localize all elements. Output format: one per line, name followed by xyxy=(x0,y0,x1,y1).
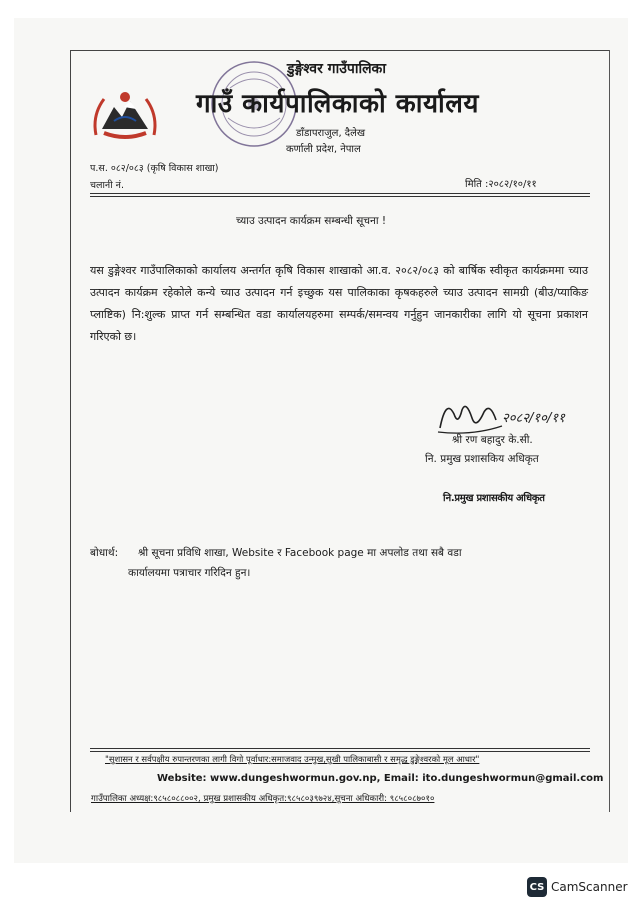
dispatch-number: चलानी नं. xyxy=(90,180,124,191)
header-divider xyxy=(90,193,590,194)
header-divider-double xyxy=(90,196,590,197)
footer-slogan: "सुशासन र सर्वपक्षीय रुपान्तरणका लागी विगो पूर्वाधार:समाजवाद उन्मुख,सुखी पालिकाबासी र समृद्ध डुङ्गेश्वरको मूल आधार" xyxy=(105,754,480,764)
notice-subject: च्याउ उत्पादन कार्यक्रम सम्बन्धी सूचना ! xyxy=(236,215,387,227)
reference-number: प.स. ०८२/०८३ (कृषि विकास शाखा) xyxy=(90,163,219,174)
nepal-emblem-icon xyxy=(90,85,160,145)
notice-body: यस डुङ्गेश्वर गाउँपालिकाको कार्यालय अन्तर्गत कृषि विकास शाखाको आ.व. २०८२/०८३ को बार्षिक स्वीकृत कार्यक्रममा च्याउ उत्पादन कार्यक्रम रहेकोले कन्ये च्याउ उत्पादन गर्न इच्छुक यस पालिकाका कृषकहरुले च्याउ उत्पादन सामग्री (बीउ/प्याकिङ प्लाष्टिक) नि:शुल्क प्राप्त गर्न सम्बन्धित वडा कार्यालयहरुमा सम्पर्क/समन्वय गर्नुहुन जानकारीका लागि यो सूचना प्रकाशन गरिएको छ। xyxy=(90,264,588,343)
camscanner-label: CamScanner xyxy=(551,880,628,894)
signatory-name: श्री रण बहादुर के.सी. xyxy=(452,434,533,446)
footer-phones: गाउँपालिका अध्यक्ष:९८५८०८८००२, प्रमुख प्रशासकीय अधिकृत:९८५८०३९७२४,सूचना अधिकारी: ९८५८०८७०१० xyxy=(91,794,435,804)
document-frame-right xyxy=(609,50,610,812)
footer-website: Website: www.dungeshwormun.gov.np, Email: ito.dungeshwormun@gmail.com xyxy=(157,773,604,784)
cc-label: बोधार्थ: xyxy=(90,547,119,559)
document-date: मिति :२०८२/१०/११ xyxy=(465,179,537,190)
cc-line-2: कार्यालयमा पत्राचार गरिदिन हुन। xyxy=(128,567,251,579)
footer-divider xyxy=(90,748,590,749)
address-line-1: डाँडापराजुल, दैलेख xyxy=(296,128,366,139)
municipality-name: डुङ्गेश्वर गाउँपालिका xyxy=(287,61,386,77)
footer-divider-double xyxy=(90,751,590,752)
signatory-seal: नि.प्रमुख प्रशासकीय अधिकृत xyxy=(443,493,545,504)
camscanner-watermark xyxy=(527,877,628,897)
camscanner-logo-icon: CS xyxy=(527,877,547,897)
cc-line-1: श्री सूचना प्रविधि शाखा, Website र Facebook page मा अपलोड तथा सबै वडा xyxy=(138,547,462,559)
signature-date: २०८२/१०/११ xyxy=(502,411,565,426)
address-line-2: कर्णाली प्रदेश, नेपाल xyxy=(286,144,361,155)
office-title: गाउँ कार्यपालिकाको कार्यालय xyxy=(196,89,479,119)
signatory-title: नि. प्रमुख प्रशासकिय अधिकृत xyxy=(425,453,539,465)
